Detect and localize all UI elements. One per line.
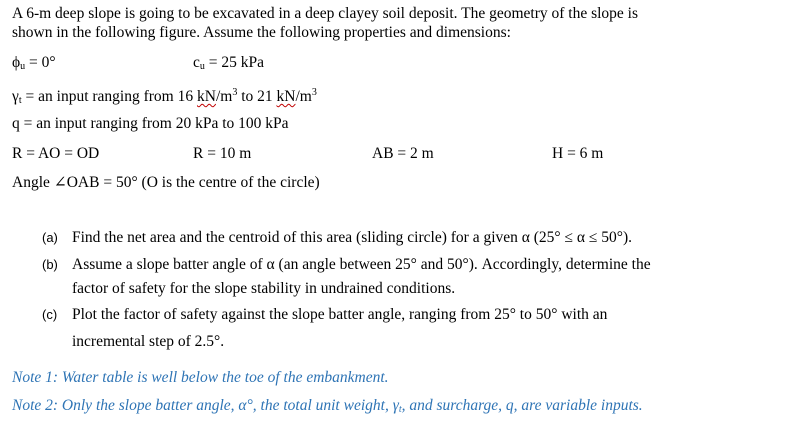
cu-value: = 25 kPa [204, 54, 265, 71]
note-2-gamma-sub: t [398, 404, 402, 415]
task-a-marker: (a) [42, 230, 58, 245]
cu-symbol: c [193, 54, 200, 71]
gamma-text: = an input ranging from 16 [21, 88, 197, 105]
intro-line-1: A 6-m deep slope is going to be excavated in a deep clayey soil deposit. The geometry of the slope is [12, 5, 639, 22]
gamma-symbol: γ [12, 88, 19, 105]
radius-value: R = 10 m [193, 145, 252, 162]
h-value: H = 6 m [552, 145, 604, 162]
task-b [42, 255, 651, 274]
note-2-text-b: , and surcharge, q, are variable inputs. [401, 397, 643, 414]
intro-line-2: shown in the following figure. Assume the following properties and dimensions: [12, 24, 511, 41]
q-property: q = an input ranging from 20 kPa to 100 kPa [12, 115, 289, 132]
unit-kn-2: kN [276, 88, 296, 105]
task-c-text: Plot the factor of safety against the slope batter angle, ranging from 25° to 50° with an [72, 306, 608, 323]
task-b-marker: (b) [42, 257, 58, 272]
angle-oab: Angle ∠OAB = 50° (O is the centre of the circle) [12, 174, 320, 191]
gamma-property [12, 83, 317, 110]
task-b-text: Assume a slope batter angle of α (an angle between 25° and 50°). Accordingly, determine the [72, 256, 651, 273]
ab-value: AB = 2 m [372, 145, 434, 162]
unit-per-m-1: /m [215, 88, 233, 105]
task-a [42, 228, 632, 247]
cu-subscript: u [199, 61, 205, 72]
unit-kn-1: kN [196, 88, 216, 105]
task-a-text: Find the net area and the centroid of this area (sliding circle) for a given α (25° ≤ α ≤ 50°). [72, 229, 632, 246]
note-2 [12, 396, 643, 419]
phi-value: = 0° [25, 54, 56, 71]
phi-u-property [12, 53, 56, 76]
note-2-text-a: Note 2: Only the slope batter angle, α°, the total unit weight, [12, 397, 393, 414]
gamma-subscript: t [18, 95, 22, 106]
task-b-continuation: factor of safety for the slope stability in undrained conditions. [72, 280, 456, 297]
task-c [42, 305, 607, 324]
phi-subscript: u [20, 61, 26, 72]
note-1: Note 1: Water table is well below the toe of the embankment. [12, 369, 389, 386]
radius-definition: R = AO = OD [12, 145, 100, 162]
cu-property [193, 53, 264, 76]
task-c-marker: (c) [42, 307, 58, 322]
gamma-to: to 21 [237, 88, 277, 105]
unit-exp-2: 3 [311, 87, 317, 98]
task-c-continuation: incremental step of 2.5°. [72, 333, 225, 350]
unit-per-m-2: /m [295, 88, 312, 105]
phi-symbol: ϕ [12, 54, 21, 71]
unit-exp-1: 3 [232, 87, 238, 98]
note-2-gamma: γ [392, 397, 399, 414]
